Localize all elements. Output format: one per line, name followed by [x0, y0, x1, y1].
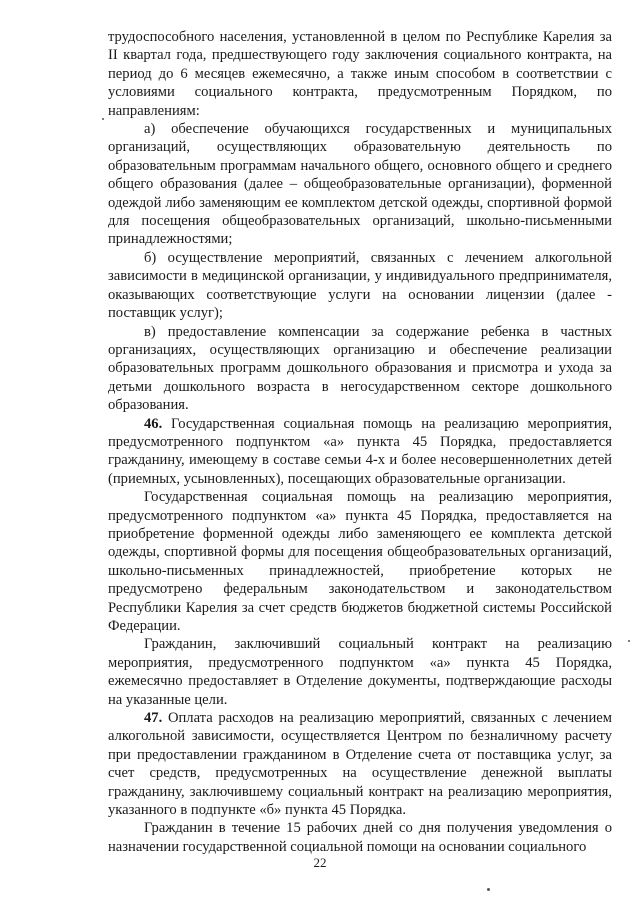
paragraph-continuation: трудоспособного населения, установленной в целом по Республике Карелия за II квартал года, предшествующего году заключения социального контракта, на период до 6 месяцев ежемесячно, а также иным способом в соответствии с условиями социального контракта, предусмотренным Порядком, по направлениям: [108, 29, 612, 119]
paragraph-notification: Гражданин в течение 15 рабочих дней со дня получения уведомления о назначении государственной социальной помощи на основании социального [108, 820, 612, 855]
paragraph-46-reporting: Гражданин, заключивший социальный контракт на реализацию мероприятия, предусмотренного подпунктом «а» пункта 45 Порядка, ежемесячно предоставляет в Отделение документы, подтверждающие расходы на указанные цели. [108, 636, 612, 708]
paragraph-item-b: б) осуществление мероприятий, связанных с лечением алкогольной зависимости в медицинской организации, у индивидуального предпринимателя, оказывающих соответствующие услуги на основании лицензии (далее - поставщик услуг); [108, 249, 612, 322]
scan-speck [628, 640, 630, 642]
scan-speck [487, 888, 490, 891]
paragraph-item-v: в) предоставление компенсации за содержание ребенка в частных организациях, осуществляющих организацию и обеспечение реализации образовательных программ дошкольного образования и присмотра и ухода за детьми дошкольного возраста в негосударственном секторе дошкольного образования. [108, 323, 612, 414]
paragraph-46-purchase: Государственная социальная помощь на реализацию мероприятия, предусмотренного подпунктом «а» пункта 45 Порядка, предоставляется на приобретение форменной одежды либо заменяющего ее комплекта детской одежды, спортивной формы для посещения общеобразовательных организаций, школьно-письменных принадлежностей, приобретение которых не предусмотрено федеральным законодательством и законодательством Республики Карелия за счет средств бюджетов бюджетной системы Российской Федерации. [108, 489, 612, 634]
scan-speck [102, 118, 104, 120]
paragraph-clause-46: 46. Государственная социальная помощь на реализацию мероприятия, предусмотренного подпунктом «а» пункта 45 Порядка, предоставляется гражданину, имеющему в составе семьи 4-х и более несовершеннолетних детей (приемных, усыновленных), посещающих образовательные организации. [108, 415, 612, 487]
page-number: 22 [313, 855, 327, 870]
clause-number: 46. [144, 415, 163, 432]
clause-number: 47. [144, 710, 163, 727]
paragraph-item-a: а) обеспечение обучающихся государственных и муниципальных организаций, осуществляющих образовательную деятельность по образовательным программам начального общего, основного общего и среднего общего образования (далее – общеобразовательные организации), форменной одеждой либо заменяющим ее комплектом детской одежды, спортивной формой для посещения общеобразовательных организаций, школьно-письменными принадлежностями; [108, 121, 612, 248]
body-text [108, 28, 612, 856]
paragraph-clause-47: 47. Оплата расходов на реализацию мероприятий, связанных с лечением алкогольной зависимости, осуществляется Центром по безналичному расчету при предоставлении гражданином в Отделение счета от поставщика услуг, за счет средств, предусмотренных на осуществление денежной выплаты гражданину, заключившему социальный контракт на реализацию мероприятия, указанного в подпункте «б» пункта 45 Порядка. [108, 710, 612, 819]
